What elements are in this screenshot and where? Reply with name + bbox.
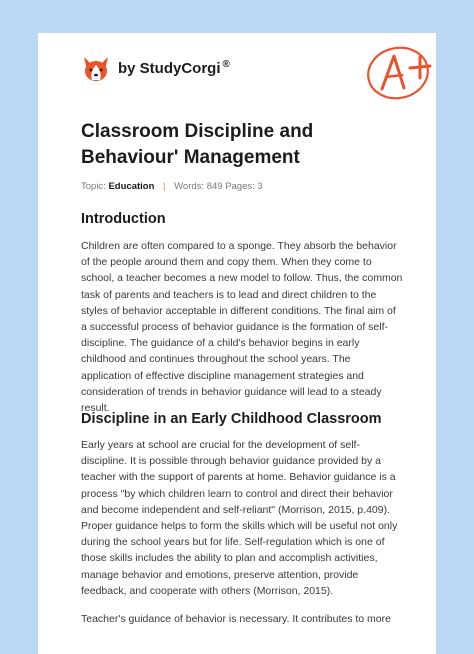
- page-count: Pages: 3: [225, 181, 263, 192]
- section-paragraph-introduction: Children are often compared to a sponge. They absorb the behavior of the people around them and copy them. When they come to school, a teacher becomes a new model to follow. Thus, the common task of parents and teachers is to lead and direct children to the styles of behavior acceptable in different conditions. The final aim of a successful process of behavior guidance is the formation of self-discipline. The guidance of a child's behavior begins in early childhood and continues throughout the school years. The application of effective discipline management strategies and consideration of trends in behavior guidance will lead to a steady result.: [81, 240, 403, 415]
- section-paragraph-discipline: Early years at school are crucial for the development of self-discipline. It is possible through behavior guidance provided by a teacher with the support of parents at home. Behavior guidance is a process "by which children learn to control and direct their behavior and become independent and self-reliant" (Morrison, 2015, p.409). Proper guidance helps to form the skills which will be useful not only during the school years but for life. Self-regulation which is one of those skills includes the ability to plan and accomplish activities, manage behavior and emotions, preserve attention, provide feedback, and cooperate with others (Morrison, 2015).: [81, 439, 398, 597]
- topic-link[interactable]: Education: [108, 181, 155, 192]
- document-title: Classroom Discipline and Behaviour' Management: [81, 121, 314, 168]
- document-page: [38, 33, 436, 654]
- brand-logo[interactable]: [81, 53, 261, 83]
- document-meta: [81, 181, 263, 192]
- section-heading-discipline: Discipline in an Early Childhood Classroom: [81, 411, 382, 427]
- corgi-logo-icon: [81, 53, 111, 83]
- topic-label: Topic:: [81, 181, 106, 192]
- section-paragraph-discipline-continued: Teacher's guidance of behavior is necessary. It contributes to more: [81, 613, 391, 625]
- brand-name: by StudyCorgi ®: [118, 59, 230, 77]
- word-count: Words: 849: [174, 181, 223, 192]
- meta-separator: |: [163, 181, 166, 192]
- a-plus-grade-icon: [364, 42, 436, 102]
- section-heading-introduction: Introduction: [81, 211, 166, 227]
